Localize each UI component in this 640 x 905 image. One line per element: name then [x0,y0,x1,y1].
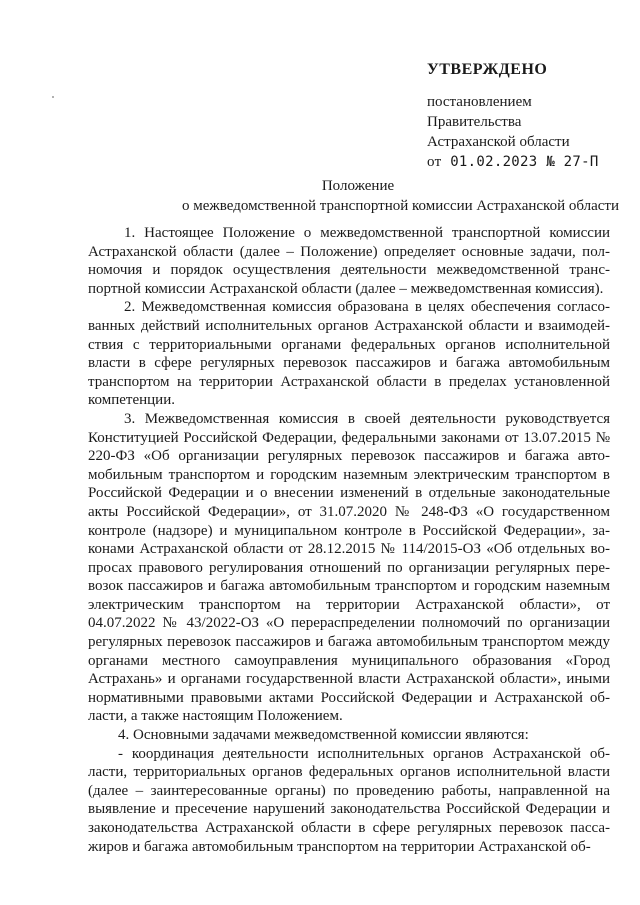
paragraph-1: 1. Настоящее Положение о межведомственной транспортной комиссии Астраханской области (далее – Положение) определяет основные задачи, полномочия и порядок осуществления деятельности межведомственной транспортной комиссии Астраханской области (далее – межведомственная комиссия). [88,225,610,297]
approval-block [427,60,627,172]
approval-date-line [427,152,627,172]
title-line-1: Положение [321,178,395,194]
approval-heading: УТВЕРЖДЕНО [427,61,548,78]
approval-date-value: 01.02.2023 № 27-П [450,154,599,170]
approval-line-1: постановлением [427,94,532,110]
paragraph-5: - координация деятельности исполнительных органов Астраханской области, территориальных органов федеральных органов исполнительной власти (далее – заинтересованные органы) по проведению работы, направленной на выявление и пресечение нарушений законодательства Российской Федерации и законодательства Астраханской области в сфере регулярных перевозок пассажиров и багажа автомобильным транспортом на территории Астраханской об- [88,745,610,855]
paragraph-3: 3. Межведомственная комиссия в своей деятельности руководствуется Конституцией Российской Федерации, федеральными законами от 13.07.2015 № 220-ФЗ «Об организации регулярных перевозок пассажиров и багажа автомобильным транспортом и городским наземным электрическим транспортом в Российской Федерации и о внесении изменений в отдельные законодательные акты Российской Федерации», от 31.07.2020 № 248-ФЗ «О государственном контроле (надзоре) и муниципальном контроле в Российской Федерации», законами Астраханской области от 28.12.2015 № 114/2015-ОЗ «Об отдельных вопросах правового регулирования отношений по организации регулярных перевозок пассажиров и багажа автомобильным транспортом и городским наземным электрическим транспортом на территории Астраханской области», от 04.07.2022 № 43/2022-ОЗ «О перераспределении полномочий по организации регулярных перевозок пассажиров и багажа автомобильным транспортом между органами местного самоуправления муниципального образования «Город Астрахань» и органами государственной власти Астраханской области», иными нормативными правовыми актами Российской Федерации и Астраханской области, а также настоящим Положением. [88,410,610,725]
scan-speck [52,96,54,98]
document-title [0,176,640,216]
paragraph-2: 2. Межведомственная комиссия образована в целях обеспечения согласованных действий исполнительных органов Астраханской области и взаимодействия с территориальными органами федеральных органов исполнительной власти в сфере регулярных перевозок пассажиров и багажа автомобильным транспортом на территории Астраханской области в пределах установленной компетенции. [88,299,610,409]
approval-date-prefix: от [427,154,442,170]
approval-line-2: Правительства [427,114,522,130]
approval-line-3: Астраханской области [427,134,570,150]
title-line-2: о межведомственной транспортной комиссии Астраханской области [182,198,620,214]
document-body [88,224,610,856]
paragraph-4: 4. Основными задачами межведомственной комиссии являются: [118,727,529,744]
